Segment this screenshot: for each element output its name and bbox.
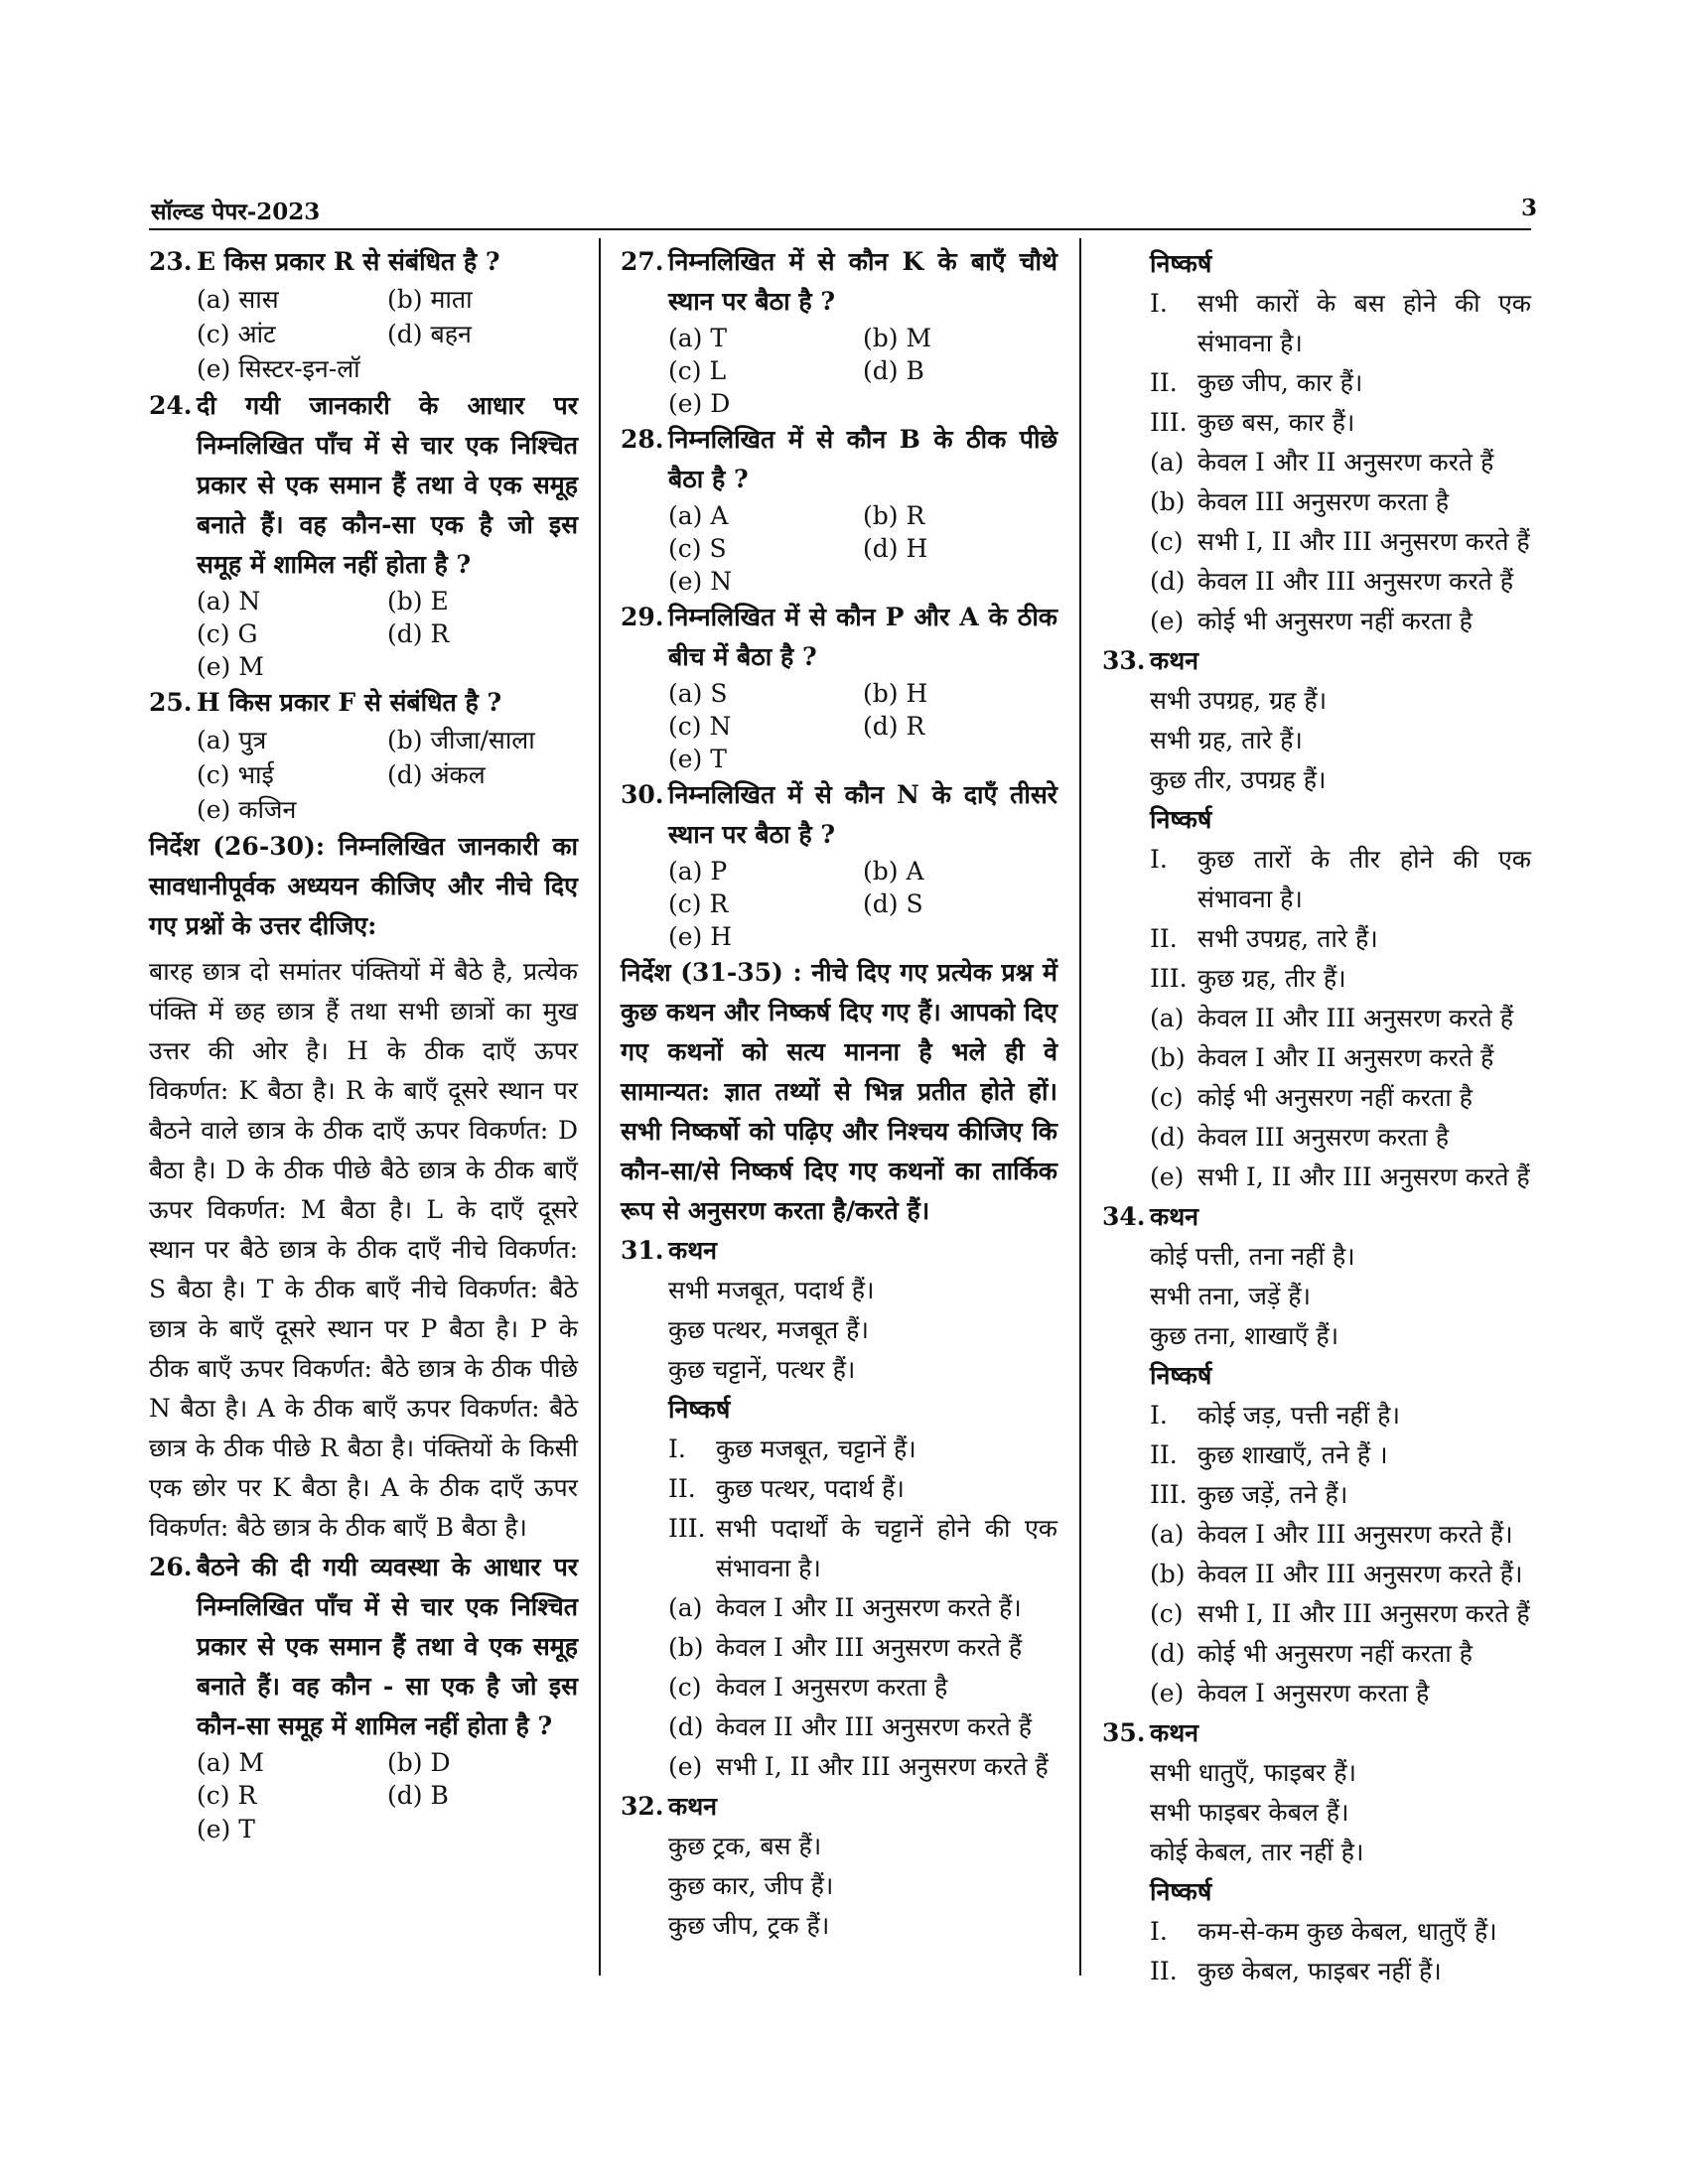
conclusion <box>1102 840 1531 919</box>
conclusion-text: सभी उपग्रह, तारे हैं। <box>1197 924 1378 953</box>
statement: कुछ ट्रक, बस हैं। <box>668 1832 822 1860</box>
option-row <box>149 317 578 351</box>
statement: कुछ तीर, उपग्रह हैं। <box>1150 765 1327 794</box>
option-a: (a) P <box>668 857 728 886</box>
option-text: केवल I और III अनुसरण करते हैं <box>716 1633 1023 1662</box>
option-c: (c) N <box>668 712 732 741</box>
option-a: (a) N <box>197 587 261 615</box>
option-c <box>621 1668 1057 1707</box>
option-text: केवल III अनुसरण करता है <box>1197 487 1450 516</box>
option-letter: (e) <box>1150 607 1185 635</box>
option-b: (b) E <box>387 587 449 615</box>
conclusion-number: III. <box>668 1514 706 1543</box>
option-e: (e) कजिन <box>197 795 297 824</box>
question-number: 27. <box>621 247 664 276</box>
option-letter: (c) <box>1150 1599 1184 1628</box>
option-b <box>1102 482 1531 522</box>
question-number: 24. <box>149 391 193 420</box>
statement: कुछ तना, शाखाएँ हैं। <box>1150 1321 1339 1350</box>
conclusion-text: कुछ बस, कार हैं। <box>1197 408 1355 437</box>
option-letter: (b) <box>668 1633 704 1662</box>
statement: सभी तना, जड़ें हैं। <box>1150 1282 1312 1310</box>
option-a: (a) सास <box>197 285 279 314</box>
question-text: E किस प्रकार R से संबंधित है ? <box>197 247 500 276</box>
question-text: बैठने की दी गयी व्यवस्था के आधार पर निम्नलिखित पाँच में से चार एक निश्चित प्रकार से एक समान हैं तथा वे एक समूह बनाते हैं। वह कौन - सा एक है जो इस कौन-सा समूह में शामिल नहीं होता है ? <box>197 1553 578 1740</box>
option-d <box>1102 1118 1531 1158</box>
option-letter: (b) <box>1150 487 1186 516</box>
column-1 <box>149 242 578 1846</box>
option-text: सभी I, II और III अनुसरण करते हैं <box>716 1752 1049 1781</box>
option-e <box>1102 1158 1531 1197</box>
option-text: कोई भी अनुसरण नहीं करता है <box>1197 1639 1473 1668</box>
option-text: कोई भी अनुसरण नहीं करता है <box>1197 607 1473 635</box>
option-a: (a) M <box>197 1748 264 1777</box>
directions-31-35: निर्देश (31-35) : नीचे दिए गए प्रत्येक प्रश्न में कुछ कथन और निष्कर्ष दिए गए हैं। आपको दिए गए कथनों को सत्य मानना है भले ही वे सामान्यत: ज्ञात तथ्यों से भिन्न प्रतीत होते हों। सभी निष्कर्षो को पढ़िए और निश्चय कीजिए कि कौन-सा/से निष्कर्ष दिए गए कथनों का तार्किक रूप से अनुसरण करता है/करते हैं। <box>621 958 1057 1225</box>
option-text: केवल I और III अनुसरण करते हैं। <box>1197 1520 1513 1549</box>
conclusion <box>1102 1475 1531 1515</box>
option-a: (a) T <box>668 324 728 352</box>
conclusion-text: कुछ पत्थर, पदार्थ हैं। <box>716 1474 905 1503</box>
option-b: (b) जीजा/साला <box>387 726 535 754</box>
question-number: 30. <box>621 780 664 809</box>
option-e: (e) T <box>197 1815 255 1843</box>
question-number: 32. <box>621 1792 664 1821</box>
conclusion-text: सभी पदार्थों के चट्टानें होने की एक संभावना है। <box>716 1514 1057 1582</box>
statement: सभी धातुएँ, फाइबर हैं। <box>1150 1758 1356 1787</box>
option-text: सभी I, II और III अनुसरण करते हैं <box>1197 527 1530 556</box>
option-c: (c) L <box>668 356 727 385</box>
option-c: (c) R <box>668 889 729 918</box>
option-e: (e) H <box>668 922 733 951</box>
option-b <box>1102 1038 1531 1078</box>
running-header: सॉल्व्ड पेपर-2023 <box>151 199 321 225</box>
option-row <box>621 532 1057 565</box>
question-number: 28. <box>621 425 664 454</box>
conclusion <box>1102 403 1531 443</box>
option-letter: (e) <box>668 1752 703 1781</box>
option-letter: (b) <box>1150 1043 1186 1072</box>
conclusion <box>1102 1912 1531 1952</box>
question-number: 25. <box>149 688 193 717</box>
question-number: 33. <box>1102 646 1146 675</box>
statement-label: कथन <box>1150 646 1199 675</box>
conclusion-number: II. <box>668 1474 696 1503</box>
option-c <box>1102 1078 1531 1118</box>
statement: कोई पत्ती, तना नहीं है। <box>1150 1242 1355 1271</box>
option-row <box>149 723 578 757</box>
option-e <box>621 1747 1057 1787</box>
option-letter: (d) <box>1150 1639 1186 1668</box>
option-e <box>1102 1674 1531 1713</box>
question-24 <box>149 386 578 585</box>
option-row <box>621 855 1057 887</box>
option-b: (b) R <box>863 501 925 530</box>
option-row <box>149 757 578 792</box>
option-a <box>1102 999 1531 1038</box>
option-letter: (a) <box>1150 1520 1185 1549</box>
conclusion <box>621 1430 1057 1469</box>
conclusion <box>621 1509 1057 1588</box>
question-33 <box>1102 641 1531 681</box>
statement: कुछ चट्टानें, पत्थर हैं। <box>668 1355 856 1384</box>
option-c: (c) S <box>668 534 727 563</box>
conclusion <box>1102 1435 1531 1475</box>
option-a: (a) S <box>668 679 728 708</box>
option-text: केवल I और II अनुसरण करते हैं <box>1197 1043 1494 1072</box>
column-divider-2 <box>1079 238 1081 1976</box>
question-number: 26. <box>149 1553 193 1581</box>
conclusion <box>621 1469 1057 1509</box>
option-e <box>1102 602 1531 641</box>
question-29 <box>621 598 1057 677</box>
conclusion-number: II. <box>1150 1957 1178 1985</box>
conclusion-text: कुछ शाखाएँ, तने हैं । <box>1197 1440 1388 1469</box>
option-text: केवल II और III अनुसरण करते हैं <box>1197 1004 1514 1032</box>
option-c: (c) आंट <box>197 320 276 348</box>
option-row <box>621 887 1057 920</box>
conclusion <box>1102 919 1531 959</box>
conclusion-number: I. <box>1150 845 1168 874</box>
question-text: H किस प्रकार F से संबंधित है ? <box>197 688 502 717</box>
option-letter: (b) <box>1150 1560 1186 1588</box>
option-e: (e) D <box>668 389 731 418</box>
option-letter: (c) <box>668 1673 702 1702</box>
statement: सभी मजबूत, पदार्थ हैं। <box>668 1276 875 1304</box>
question-number: 29. <box>621 603 664 631</box>
question-34 <box>1102 1197 1531 1237</box>
question-30 <box>621 775 1057 855</box>
option-d <box>621 1707 1057 1747</box>
conclusion-text: सभी कारों के बस होने की एक संभावना है। <box>1197 289 1531 357</box>
option-c: (c) R <box>197 1781 257 1810</box>
conclusion-number: III. <box>1150 964 1188 993</box>
option-c <box>1102 522 1531 562</box>
option-e: (e) N <box>668 567 733 596</box>
option-d: (d) R <box>387 619 450 648</box>
statement-label: कथन <box>668 1792 718 1821</box>
question-32 <box>621 1787 1057 1827</box>
question-25 <box>149 683 578 723</box>
question-28 <box>621 420 1057 499</box>
option-a <box>1102 443 1531 482</box>
option-e: (e) सिस्टर-इन-लॉ <box>197 354 360 383</box>
statement: सभी ग्रह, तारे हैं। <box>1150 726 1303 754</box>
page-number: 3 <box>1521 195 1538 221</box>
option-c: (c) G <box>197 619 258 648</box>
conclusion-text: कुछ मजबूत, चट्टानें हैं। <box>716 1434 916 1463</box>
conclusion-text: कोई जड़, पत्ती नहीं है। <box>1197 1401 1400 1430</box>
question-text: निम्नलिखित में से कौन B के ठीक पीछे बैठा है ? <box>668 425 1057 493</box>
header-rule <box>149 228 1531 230</box>
option-a: (a) A <box>668 501 729 530</box>
option-text: केवल I और II अनुसरण करते हैं। <box>716 1593 1022 1622</box>
option-b <box>621 1628 1057 1668</box>
option-b: (b) माता <box>387 285 473 314</box>
conclusion <box>1102 1396 1531 1435</box>
option-text: केवल III अनुसरण करता है <box>1197 1123 1450 1152</box>
conclusion <box>1102 363 1531 403</box>
option-letter: (a) <box>1150 1004 1185 1032</box>
question-number: 31. <box>621 1236 664 1265</box>
question-31 <box>621 1231 1057 1271</box>
conclusion-number: I. <box>1150 1917 1168 1946</box>
conclusion-text: कुछ केबल, फाइबर नहीं हैं। <box>1197 1957 1442 1985</box>
conclusion-label: निष्कर्ष <box>1150 249 1212 278</box>
conclusion-number: I. <box>668 1434 686 1463</box>
option-letter: (e) <box>1150 1162 1185 1191</box>
option-row <box>149 585 578 617</box>
option-a: (a) पुत्र <box>197 726 267 754</box>
option-d: (d) S <box>863 889 923 918</box>
conclusion <box>1102 284 1531 363</box>
directions-26-30: निर्देश (26-30): निम्नलिखित जानकारी का सावधानीपूर्वक अध्ययन कीजिए और नीचे दिए गए प्रश्नों के उत्तर दीजिए: <box>149 832 578 940</box>
option-text: सभी I, II और III अनुसरण करते हैं <box>1197 1599 1530 1628</box>
seating-passage: बारह छात्र दो समांतर पंक्तियों में बैठे है, प्रत्येक पंक्ति में छह छात्र हैं तथा सभी छात्रों का मुख उत्तर की ओर है। H के ठीक दाएँ ऊपर विकर्णत: K बैठा है। R के बाएँ दूसरे स्थान पर बैठने वाले छात्र के ठीक दाएँ ऊपर विकर्णत: D बैठा है। D के ठीक पीछे बैठे छात्र के ठीक बाएँ ऊपर विकर्णत: M बैठा है। L के दाएँ दूसरे स्थान पर बैठे छात्र के ठीक दाएँ नीचे विकर्णत: S बैठा है। T के ठीक बाएँ नीचे विकर्णत: बैठे छात्र के बाएँ दूसरे स्थान पर P बैठा है। P के ठीक बाएँ ऊपर विकर्णत: बैठे छात्र के ठीक पीछे N बैठा है। A के ठीक बाएँ ऊपर विकर्णत: बैठे छात्र के ठीक पीछे R बैठा है। पंक्तियों के किसी एक छोर पर K बैठा है। A के ठीक दाएँ ऊपर विकर्णत: बैठे छात्र के ठीक बाएँ B बैठा है। <box>149 957 578 1542</box>
option-row <box>621 354 1057 387</box>
conclusion-text: कुछ तारों के तीर होने की एक संभावना है। <box>1197 845 1531 913</box>
option-text: केवल I और II अनुसरण करते हैं <box>1197 448 1494 477</box>
conclusion-text: कुछ जड़ें, तने हैं। <box>1197 1480 1348 1509</box>
conclusion-label: निष्कर्ष <box>1150 1361 1212 1390</box>
option-letter: (c) <box>1150 1083 1184 1112</box>
question-26 <box>149 1548 578 1746</box>
question-number: 34. <box>1102 1202 1146 1231</box>
conclusion-label: निष्कर्ष <box>1150 805 1212 834</box>
conclusion-text: कुछ जीप, कार हैं। <box>1197 368 1363 397</box>
option-text: कोई भी अनुसरण नहीं करता है <box>1197 1083 1473 1112</box>
statement: सभी फाइबर केबल हैं। <box>1150 1798 1349 1827</box>
option-d: (d) B <box>387 1781 449 1810</box>
option-d: (d) B <box>863 356 924 385</box>
conclusion-number: III. <box>1150 1480 1188 1509</box>
option-d: (d) अंकल <box>387 760 486 789</box>
option-b: (b) D <box>387 1748 451 1777</box>
option-b: (b) A <box>863 857 924 886</box>
option-d: (d) H <box>863 534 928 563</box>
statement: कुछ जीप, ट्रक हैं। <box>668 1911 830 1940</box>
option-letter: (a) <box>668 1593 703 1622</box>
conclusion-number: I. <box>1150 289 1168 318</box>
option-row <box>621 710 1057 743</box>
option-letter: (a) <box>1150 448 1185 477</box>
question-text: निम्नलिखित में से कौन P और A के ठीक बीच में बैठा है ? <box>668 603 1057 671</box>
question-text: निम्नलिखित में से कौन K के बाएँ चौथे स्थान पर बैठा है ? <box>668 247 1057 316</box>
column-2 <box>621 242 1057 1946</box>
option-row <box>621 499 1057 532</box>
option-d: (d) R <box>863 712 925 741</box>
option-e: (e) T <box>668 745 727 773</box>
option-text: केवल I अनुसरण करता है <box>716 1673 948 1702</box>
option-row <box>621 677 1057 710</box>
option-text: केवल II और III अनुसरण करते हैं <box>1197 567 1514 596</box>
conclusion <box>1102 1952 1531 1991</box>
statement-label: कथन <box>1150 1718 1199 1747</box>
statement-label: कथन <box>1150 1202 1199 1231</box>
option-b: (b) M <box>863 324 932 352</box>
option-letter: (c) <box>1150 527 1184 556</box>
option-c <box>1102 1594 1531 1634</box>
statement-label: कथन <box>668 1236 718 1265</box>
conclusion-number: II. <box>1150 368 1178 397</box>
option-text: सभी I, II और III अनुसरण करते हैं <box>1197 1162 1530 1191</box>
option-d <box>1102 1634 1531 1674</box>
option-row <box>149 282 578 317</box>
option-d <box>1102 562 1531 602</box>
conclusion-text: कुछ ग्रह, तीर हैं। <box>1197 964 1346 993</box>
conclusion-label: निष्कर्ष <box>1150 1877 1212 1906</box>
option-row <box>149 1746 578 1779</box>
statement: कुछ कार, जीप हैं। <box>668 1871 834 1900</box>
question-35 <box>1102 1713 1531 1753</box>
option-e: (e) M <box>197 652 264 681</box>
option-text: केवल II और III अनुसरण करते हैं <box>716 1712 1033 1741</box>
question-number: 35. <box>1102 1718 1146 1747</box>
statement: कोई केबल, तार नहीं है। <box>1150 1838 1364 1866</box>
option-b <box>1102 1555 1531 1594</box>
conclusion-number: I. <box>1150 1401 1168 1430</box>
question-23 <box>149 242 578 282</box>
option-row <box>149 1779 578 1812</box>
conclusion-number: II. <box>1150 1440 1178 1469</box>
question-text: दी गयी जानकारी के आधार पर निम्नलिखित पाँच में से चार एक निश्चित प्रकार से एक समान हैं तथा वे एक समूह बनाते हैं। वह कौन-सा एक है जो इस समूह में शामिल नहीं होता है ? <box>197 391 578 579</box>
option-d: (d) बहन <box>387 320 472 348</box>
conclusion <box>1102 959 1531 999</box>
statement: कुछ पत्थर, मजबूत हैं। <box>668 1315 869 1344</box>
option-row <box>621 322 1057 354</box>
option-row <box>149 617 578 650</box>
statement: सभी उपग्रह, ग्रह हैं। <box>1150 686 1328 715</box>
option-c: (c) भाई <box>197 760 274 789</box>
option-letter: (d) <box>1150 567 1186 596</box>
column-3 <box>1102 244 1531 1991</box>
conclusion-label: निष्कर्ष <box>668 1395 731 1424</box>
option-a <box>621 1588 1057 1628</box>
option-letter: (d) <box>1150 1123 1186 1152</box>
option-letter: (d) <box>668 1712 704 1741</box>
question-27 <box>621 242 1057 322</box>
option-text: केवल II और III अनुसरण करते हैं। <box>1197 1560 1523 1588</box>
conclusion-text: कम-से-कम कुछ केबल, धातुएँ हैं। <box>1197 1917 1497 1946</box>
option-b: (b) H <box>863 679 928 708</box>
question-text: निम्नलिखित में से कौन N के दाएँ तीसरे स्थान पर बैठा है ? <box>668 780 1057 849</box>
column-divider-1 <box>599 238 601 1976</box>
conclusion-number: III. <box>1150 408 1188 437</box>
option-a <box>1102 1515 1531 1555</box>
option-letter: (e) <box>1150 1679 1185 1707</box>
question-number: 23. <box>149 247 193 276</box>
conclusion-number: II. <box>1150 924 1178 953</box>
option-text: केवल I अनुसरण करता है <box>1197 1679 1430 1707</box>
